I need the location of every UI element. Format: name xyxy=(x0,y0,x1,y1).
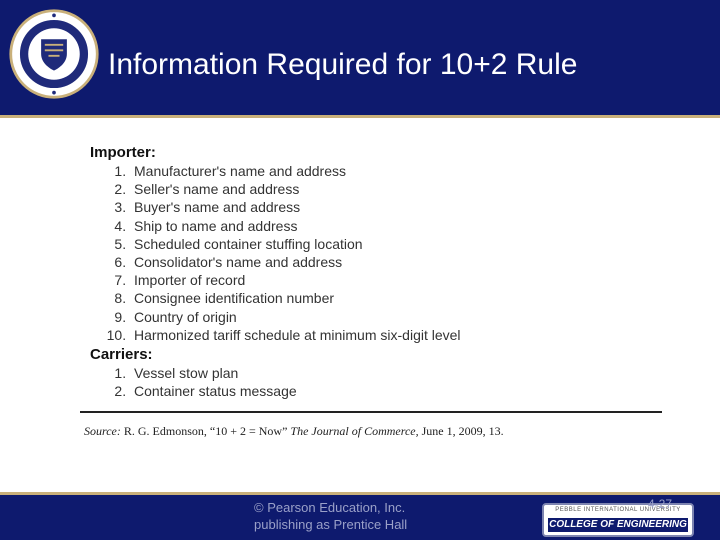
list-item: 3. Buyer's name and address xyxy=(130,198,670,216)
carriers-list xyxy=(90,364,670,400)
slide-content xyxy=(90,144,670,400)
source-date: June 1, 2009, 13. xyxy=(421,424,504,438)
university-seal-icon xyxy=(8,8,100,100)
source-label: Source: xyxy=(84,424,121,438)
copyright-line-1: © Pearson Education, Inc. xyxy=(254,500,406,515)
logo-university-text: PEBBLE INTERNATIONAL UNIVERSITY xyxy=(555,507,681,513)
divider-line xyxy=(80,411,662,413)
copyright-text xyxy=(254,499,407,533)
slide-title: Information Required for 10+2 Rule xyxy=(108,48,578,81)
list-item: 9. Country of origin xyxy=(130,308,670,326)
source-author: R. G. Edmonson, “10 + 2 = Now” xyxy=(123,424,288,438)
list-item: 4. Ship to name and address xyxy=(130,217,670,235)
source-citation xyxy=(84,424,504,439)
carriers-heading: Carriers: xyxy=(90,346,153,364)
list-item: 2. Container status message xyxy=(130,382,670,400)
list-item: 1. Vessel stow plan xyxy=(130,364,670,382)
list-item: 6. Consolidator's name and address xyxy=(130,253,670,271)
copyright-line-2: publishing as Prentice Hall xyxy=(254,517,408,532)
list-item: 7. Importer of record xyxy=(130,271,670,289)
page-number: 4-27 xyxy=(648,497,673,511)
importer-heading: Importer: xyxy=(90,144,156,161)
list-item: 2. Seller's name and address xyxy=(130,180,670,198)
source-publication: The Journal of Commerce, xyxy=(290,424,419,438)
slide-header xyxy=(0,0,720,118)
list-item: 5. Scheduled container stuffing location xyxy=(130,235,670,253)
list-item: 10. Harmonized tariff schedule at minimum six-digit level xyxy=(130,326,670,344)
logo-college-text: COLLEGE OF ENGINEERING xyxy=(549,519,687,530)
list-item: 1. Manufacturer's name and address xyxy=(130,162,670,180)
list-item: 8. Consignee identification number xyxy=(130,289,670,307)
importer-list xyxy=(90,162,670,344)
slide-footer xyxy=(0,492,720,540)
